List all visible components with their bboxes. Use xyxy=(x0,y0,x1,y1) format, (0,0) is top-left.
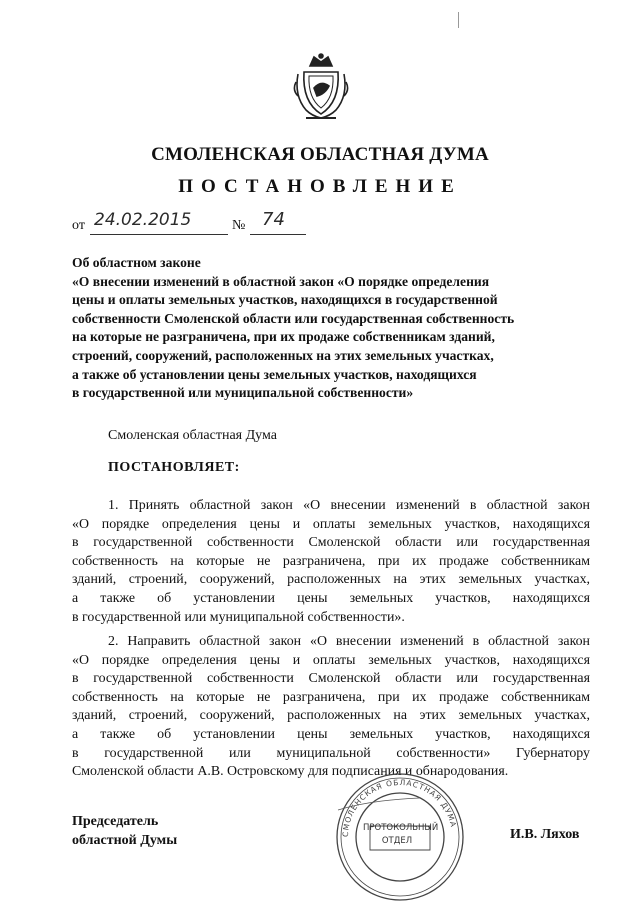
signatory-title xyxy=(72,812,177,850)
number-prefix: № xyxy=(232,218,246,233)
paragraph-1 xyxy=(72,497,590,627)
issuer: Смоленская областная Дума xyxy=(108,428,277,443)
title-line: собственности Смоленской области или государственная собственность xyxy=(72,310,515,326)
paragraph-2 xyxy=(72,633,590,782)
paragraph-line: зданий, строений, сооружений, расположенных на этих земельных участках, xyxy=(72,708,590,724)
stamp-center-line: ОТДЕЛ xyxy=(381,836,413,846)
title-line: Об областном законе xyxy=(72,255,201,270)
paragraph-line: 2. Направить областной закон «О внесении изменений в областной закон xyxy=(108,634,590,649)
paragraph-line: собственность на которые не разграничена, при их продаже собственникам xyxy=(72,553,590,569)
title-line: «О внесении изменений в областной закон «О порядке определения xyxy=(72,273,490,289)
title-line: в государственной или муниципальной собственности» xyxy=(72,385,414,401)
title-line: а также об установлении цены земельных участков, находящихся xyxy=(72,366,477,382)
resolves-heading: ПОСТАНОВЛЯЕТ: xyxy=(108,460,240,475)
handwritten-date: 24.02.2015 xyxy=(94,210,192,230)
paragraph-line: 1. Принять областной закон «О внесении изменений в областной закон xyxy=(108,498,590,513)
document-type: ПОСТАНОВЛЕНИЕ xyxy=(178,176,462,197)
paragraph-line: в государственной или муниципальной собственности» Губернатору xyxy=(72,745,590,761)
date-prefix: от xyxy=(72,218,85,233)
paragraph-line: в государственной или муниципальной собственности». xyxy=(72,609,405,625)
paragraph-line: в государственной собственности Смоленской области или государственная xyxy=(72,535,590,551)
paragraph-line: а также об установлении цены земельных участков, находящихся xyxy=(72,726,590,742)
document-title xyxy=(72,254,572,403)
stamp-ring-text: СМОЛЕНСКАЯ ОБЛАСТНАЯ ДУМА xyxy=(340,777,459,838)
stamp-center-text xyxy=(363,822,439,848)
paragraph-line: а также об установлении цены земельных участков, находящихся xyxy=(72,590,590,606)
paragraph-line: Смоленской области А.В. Островскому для подписания и обнародования. xyxy=(72,764,509,780)
title-line: на которые не разграничена, при их продаже собственникам зданий, xyxy=(72,329,495,345)
paragraph-line: собственность на которые не разграничена, при их продаже собственникам xyxy=(72,689,590,705)
paragraph-line: зданий, строений, сооружений, расположенных на этих земельных участках, xyxy=(72,572,590,588)
coat-of-arms-icon xyxy=(292,52,350,122)
scan-mark xyxy=(458,12,459,28)
stamp-center-line: ПРОТОКОЛЬНЫЙ xyxy=(363,823,439,833)
paragraph-line: «О порядке определения цены и оплаты земельных участков, находящихся xyxy=(72,516,590,532)
handwritten-number: 74 xyxy=(262,209,285,230)
title-line: цены и оплаты земельных участков, находящихся в государственной xyxy=(72,292,498,308)
signatory-name: И.В. Ляхов xyxy=(510,827,580,842)
paragraph-line: в государственной собственности Смоленской области или государственная xyxy=(72,671,590,687)
title-line: строений, сооружений, расположенных на этих земельных участках, xyxy=(72,347,494,363)
organization-name: СМОЛЕНСКАЯ ОБЛАСТНАЯ ДУМА xyxy=(151,144,489,165)
signatory-title-line: Председатель xyxy=(72,814,159,829)
signatory-title-line: областной Думы xyxy=(72,833,178,848)
paragraph-line: «О порядке определения цены и оплаты земельных участков, находящихся xyxy=(72,652,590,668)
